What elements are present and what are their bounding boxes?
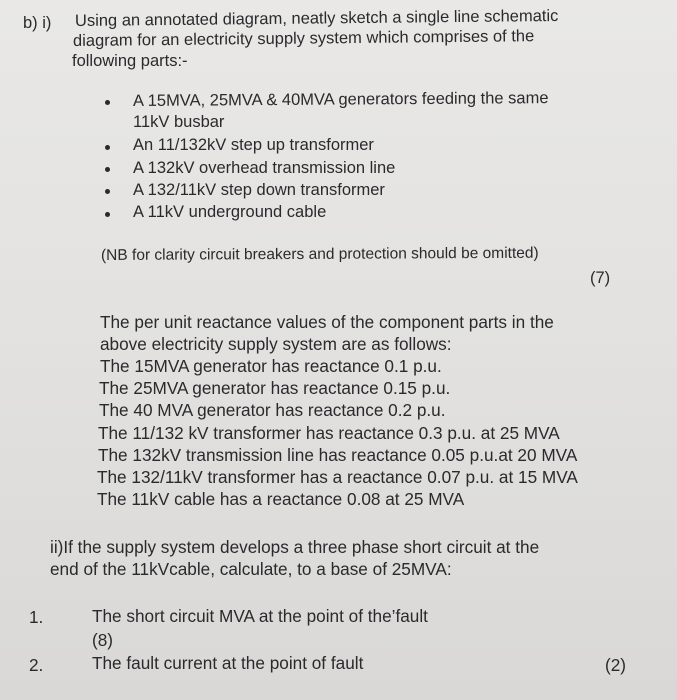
reactance-line-8: The 132/11kV transformer has a reactance 0.07 p.u. at 15 MVA <box>97 467 578 487</box>
bullet-item-4: A 132/11kV step down transformer <box>133 181 385 199</box>
item-2-text: The fault current at the point of fault <box>92 653 364 673</box>
bullet-item-1-continuation: 11kV busbar <box>133 113 225 131</box>
bullet-icon <box>105 145 110 150</box>
bullet-item-5: A 11kV underground cable <box>133 203 327 221</box>
reactance-line-5: The 40 MVA generator has reactance 0.2 p.u. <box>99 400 446 420</box>
reactance-line-6: The 11/132 kV transformer has reactance 0.3 p.u. at 25 MVA <box>98 423 560 443</box>
part-ii-line-2: end of the 11kVcable, calculate, to a base of 25MVA: <box>50 559 452 579</box>
bullet-icon <box>105 212 110 217</box>
part-ii-line-1: ii)If the supply system develops a three phase short circuit at the <box>50 537 540 557</box>
item-1-text: The short circuit MVA at the point of the’fault <box>92 606 428 626</box>
item-2-marks: (2) <box>605 655 627 675</box>
reactance-line-7: The 132kV transmission line has reactance 0.05 p.u.at 20 MVA <box>98 445 578 465</box>
intro-line-1: Using an annotated diagram, neatly sketch a single line schematic <box>74 6 559 30</box>
reactance-line-3: The 15MVA generator has reactance 0.1 p.u. <box>100 356 442 376</box>
reactance-line-4: The 25MVA generator has reactance 0.15 p.u. <box>99 378 451 398</box>
bullet-icon <box>105 167 110 172</box>
bullet-icon <box>105 189 110 194</box>
intro-line-2: diagram for an electricity supply system which comprises of the <box>72 27 535 50</box>
bullet-item-2: An 11/132kV step up transformer <box>133 136 374 154</box>
item-1-marks: (8) <box>92 630 114 650</box>
note-text: (NB for clarity circuit breakers and protection should be omitted) <box>100 244 539 264</box>
reactance-line-9: The 11kV cable has a reactance 0.08 at 25 MVA <box>97 489 465 509</box>
intro-line-3: following parts:- <box>72 52 188 70</box>
reactance-line-2: above electricity supply system are as follows: <box>100 334 452 354</box>
reactance-line-1: The per unit reactance values of the component parts in the <box>100 312 554 332</box>
note-marks: (7) <box>590 269 611 287</box>
bullet-item-1: A 15MVA, 25MVA & 40MVA generators feeding the same <box>132 89 549 110</box>
item-2-number: 2. <box>29 655 44 675</box>
item-1-number: 1. <box>29 607 44 627</box>
bullet-item-3: A 132kV overhead transmission line <box>133 159 396 177</box>
bullet-icon <box>105 100 110 105</box>
part-label: b) i) <box>23 14 52 32</box>
